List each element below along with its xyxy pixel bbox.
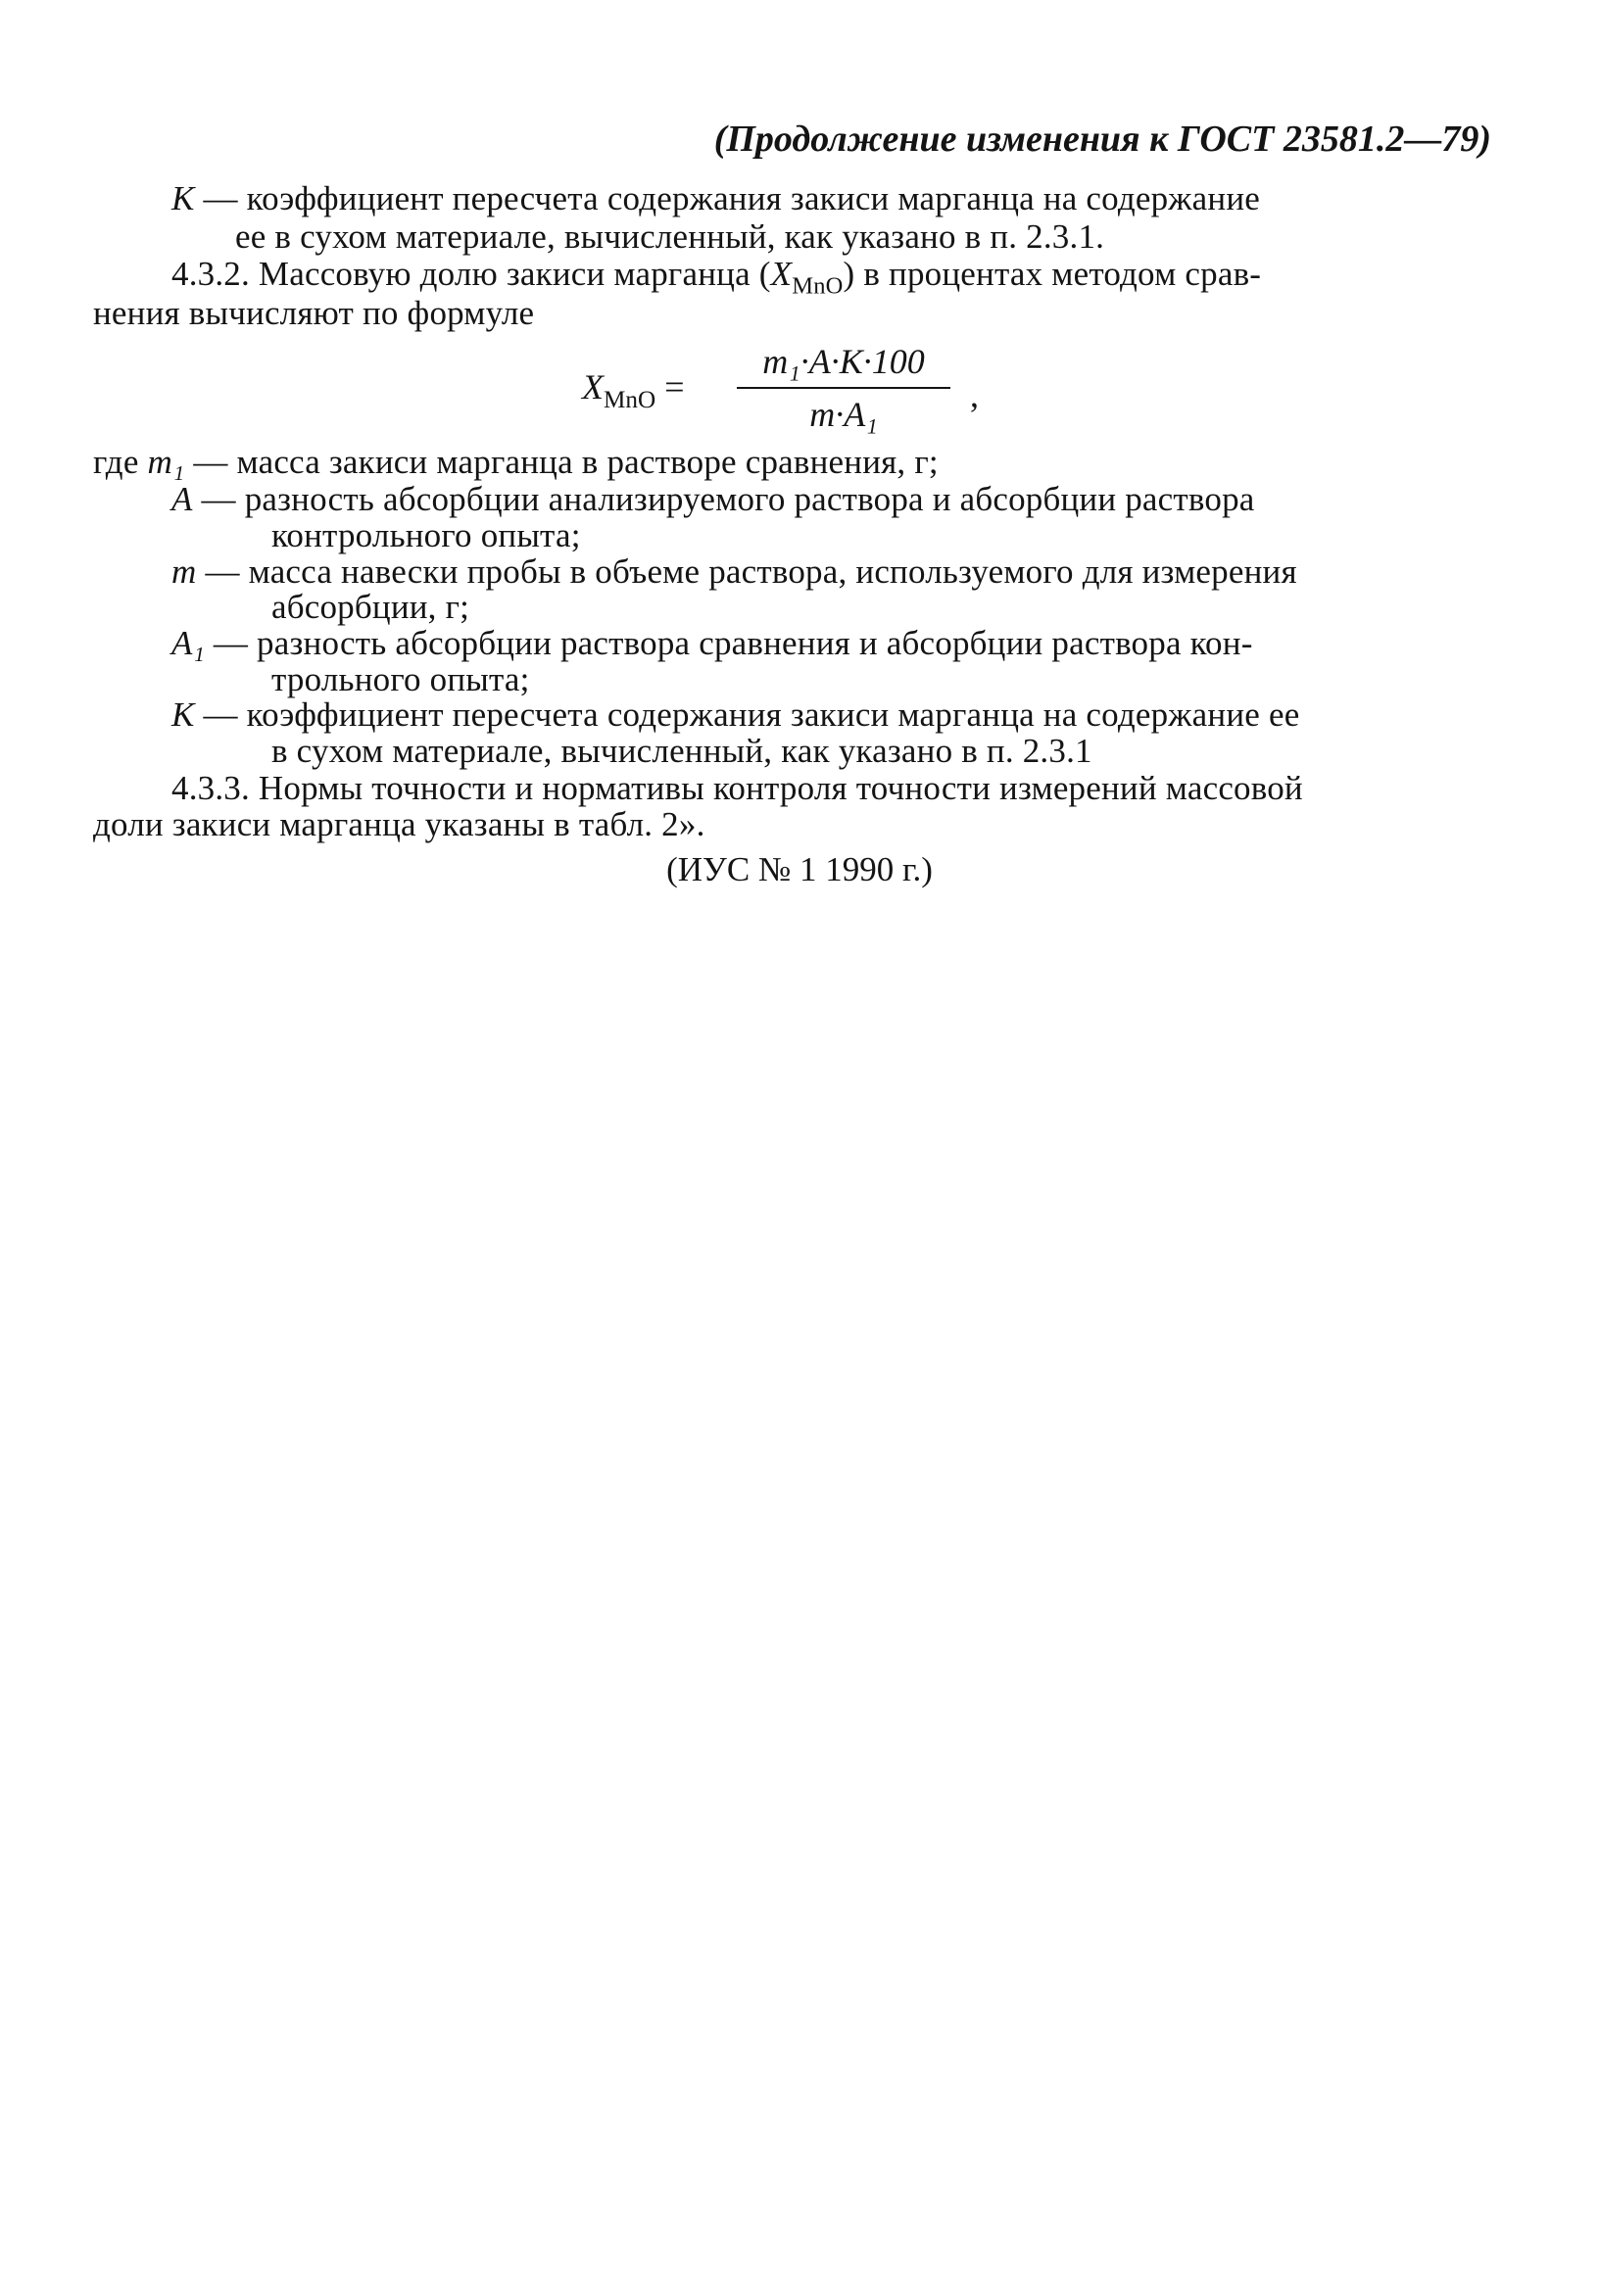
page-header: (Продолжение изменения к ГОСТ 23581.2—79)	[713, 119, 1491, 160]
where-item-m1-text: — масса закиси марганца в растворе сравнения, г;	[193, 443, 939, 481]
where-item-a-text: — разность абсорбции анализируемого раствора и абсорбции раствора	[201, 480, 1255, 518]
formula-symbol-x: X	[582, 367, 604, 407]
where-intro: где	[93, 443, 139, 481]
where-item-k	[171, 695, 1299, 735]
subscript-mno: MnO	[792, 272, 844, 300]
where-item-a	[171, 480, 1255, 519]
para-4-3-2-text-post: ) в процентах методом срав-	[843, 255, 1262, 293]
where-item-a1	[171, 624, 1253, 663]
formula-lhs	[582, 366, 685, 414]
where-item-k-text: — коэффициент пересчета содержания закиси марганца на содержание ее	[203, 695, 1300, 734]
where-item-k-line-2: в сухом материале, вычисленный, как указано в п. 2.3.1	[271, 732, 1092, 770]
para-4-3-3-line-1: 4.3.3. Нормы точности и нормативы контроля точности измерений массовой	[171, 769, 1303, 807]
para-4-3-2-line-2: нения вычисляют по формуле	[93, 294, 535, 332]
where-item-m-line-2: абсорбции, г;	[271, 588, 470, 626]
fraction-bar	[737, 387, 950, 389]
where-item-m1	[93, 443, 939, 482]
formula-equals: =	[664, 367, 685, 407]
k-definition-text-1: — коэффициент пересчета содержания закиси марганца на содержание	[203, 179, 1261, 217]
para-4-3-2-text-pre: 4.3.2. Массовую долю закиси марганца (	[171, 255, 771, 293]
k-definition-line-2: ее в сухом материале, вычисленный, как указано в п. 2.3.1.	[235, 217, 1105, 256]
amendment-reference: (ИУС № 1 1990 г.)	[666, 850, 933, 888]
formula-comma: ,	[970, 375, 979, 414]
para-4-3-3-line-2: доли закиси марганца указаны в табл. 2».	[93, 805, 705, 843]
symbol-x: X	[770, 255, 793, 293]
where-item-m-text: — масса навески пробы в объеме раствора, используемого для измерения	[205, 552, 1297, 591]
symbol-a: A	[171, 480, 193, 518]
formula-subscript-mno: MnO	[604, 386, 656, 413]
formula-denominator: m·A₁	[809, 395, 878, 434]
symbol-m: m	[171, 552, 197, 591]
symbol-a1: A₁	[171, 624, 205, 662]
formula-numerator: m₁·A·K·100	[762, 342, 925, 381]
where-item-a1-text: — разность абсорбции раствора сравнения и абсорбции раствора кон-	[213, 624, 1253, 662]
symbol-k: K	[171, 179, 195, 217]
where-item-a-line-2: контрольного опыта;	[271, 516, 581, 554]
symbol-k-2: K	[171, 695, 195, 734]
where-item-m	[171, 552, 1297, 592]
symbol-m1: m₁	[147, 443, 185, 481]
where-item-a1-line-2: трольного опыта;	[271, 660, 530, 698]
